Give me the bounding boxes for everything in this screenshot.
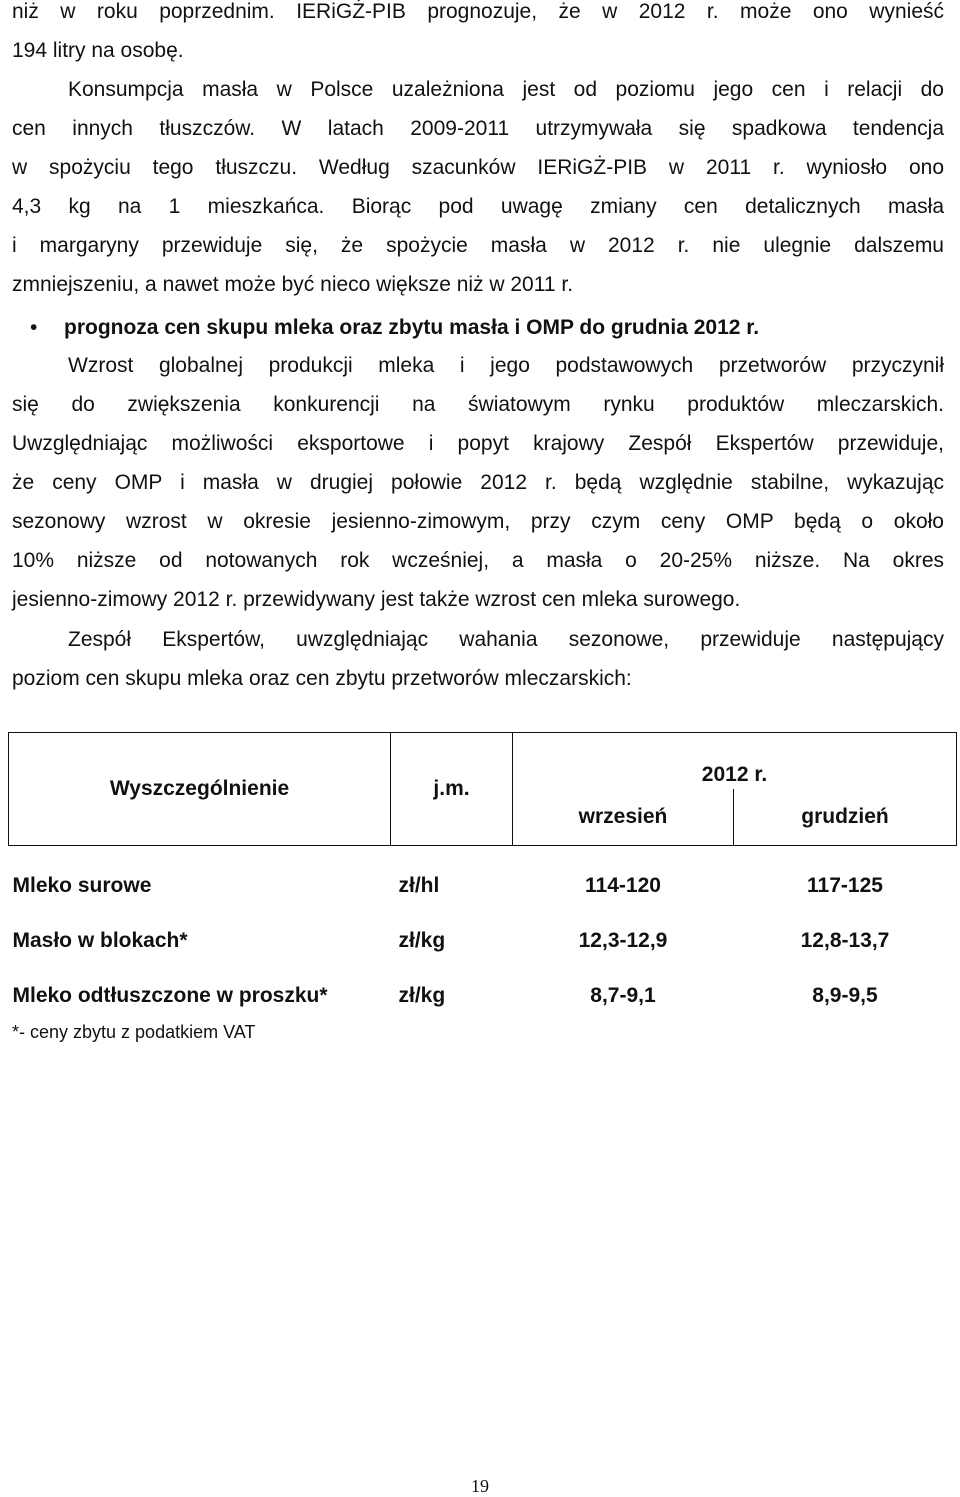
row-december-value: 117-125 xyxy=(807,873,883,897)
text-line: Zespół Ekspertów, uwzględniając wahania sezonowe, przewiduje następujący xyxy=(68,628,944,651)
text-line: Uwzględniając możliwości eksportowe i popyt krajowy Zespół Ekspertów przewiduje, xyxy=(12,432,944,455)
text-line: niż w roku poprzednim. IERiGŻ-PIB prognozuje, że w 2012 r. może ono wynieść xyxy=(12,0,944,23)
row-name: Mleko odtłuszczone w proszku* xyxy=(12,983,328,1007)
text-line: i margaryny przewiduje się, że spożycie masła w 2012 r. nie ulegnie dalszemu xyxy=(12,234,944,257)
bullet-icon: • xyxy=(30,316,38,339)
row-unit: zł/hl xyxy=(398,873,440,897)
row-unit: zł/kg xyxy=(398,983,446,1007)
row-september-value: 8,7-9,1 xyxy=(590,983,656,1007)
header-september: wrzesień xyxy=(513,789,734,846)
row-name: Masło w blokach* xyxy=(12,928,188,952)
table-row xyxy=(9,968,957,1023)
row-name: Mleko surowe xyxy=(12,873,152,897)
row-unit: zł/kg xyxy=(398,928,446,952)
text-line: 4,3 kg na 1 mieszkańca. Biorąc pod uwagę zmiany cen detalicznych masła xyxy=(12,195,944,218)
row-september-value: 12,3-12,9 xyxy=(578,928,668,952)
table-row xyxy=(9,858,957,913)
table-row xyxy=(9,913,957,968)
table-footnote: *- ceny zbytu z podatkiem VAT xyxy=(12,1022,256,1042)
text-line: się do zwiększenia konkurencji na światowym rynku produktów mleczarskich. xyxy=(12,393,944,416)
row-december-value: 12,8-13,7 xyxy=(800,928,890,952)
text-line: cen innych tłuszczów. W latach 2009-2011 utrzymywała się spadkowa tendencja xyxy=(12,117,944,140)
section-heading: prognoza cen skupu mleka oraz zbytu masła i OMP do grudnia 2012 r. xyxy=(64,316,760,339)
header-year: 2012 r. xyxy=(513,733,957,790)
text-line: 194 litry na osobę. xyxy=(12,39,184,62)
header-unit: j.m. xyxy=(391,733,513,846)
text-line: Konsumpcja masła w Polsce uzależniona jest od poziomu jego cen i relacji do xyxy=(68,78,944,101)
text-line: Wzrost globalnej produkcji mleka i jego podstawowych przetworów przyczynił xyxy=(68,354,944,377)
text-line: zmniejszeniu, a nawet może być nieco większe niż w 2011 r. xyxy=(12,273,574,296)
header-december: grudzień xyxy=(734,789,957,846)
text-line: w spożyciu tego tłuszczu. Według szacunków IERiGŻ-PIB w 2011 r. wyniosło ono xyxy=(12,156,944,179)
text-line: 10% niższe od notowanych rok wcześniej, a masła o 20-25% niższe. Na okres xyxy=(12,549,944,572)
header-specification: Wyszczególnienie xyxy=(9,733,391,846)
text-line: że ceny OMP i masła w drugiej połowie 2012 r. będą względnie stabilne, wykazując xyxy=(12,471,944,494)
row-december-value: 8,9-9,5 xyxy=(812,983,878,1007)
text-line: jesienno-zimowy 2012 r. przewidywany jest także wzrost cen mleka surowego. xyxy=(12,588,741,611)
paragraph-price-forecast xyxy=(12,346,944,619)
text-line: poziom cen skupu mleka oraz cen zbytu przetworów mleczarskich: xyxy=(12,667,632,690)
page-number: 19 xyxy=(471,1476,489,1496)
price-forecast-table xyxy=(8,732,957,1023)
paragraph-milk-consumption xyxy=(12,0,944,70)
text-line: sezonowy wzrost w okresie jesienno-zimowym, przy czym ceny OMP będą o około xyxy=(12,510,944,533)
paragraph-butter-consumption xyxy=(12,70,944,304)
paragraph-table-intro xyxy=(12,620,944,698)
row-september-value: 114-120 xyxy=(585,873,661,897)
table-header-row xyxy=(9,733,957,790)
